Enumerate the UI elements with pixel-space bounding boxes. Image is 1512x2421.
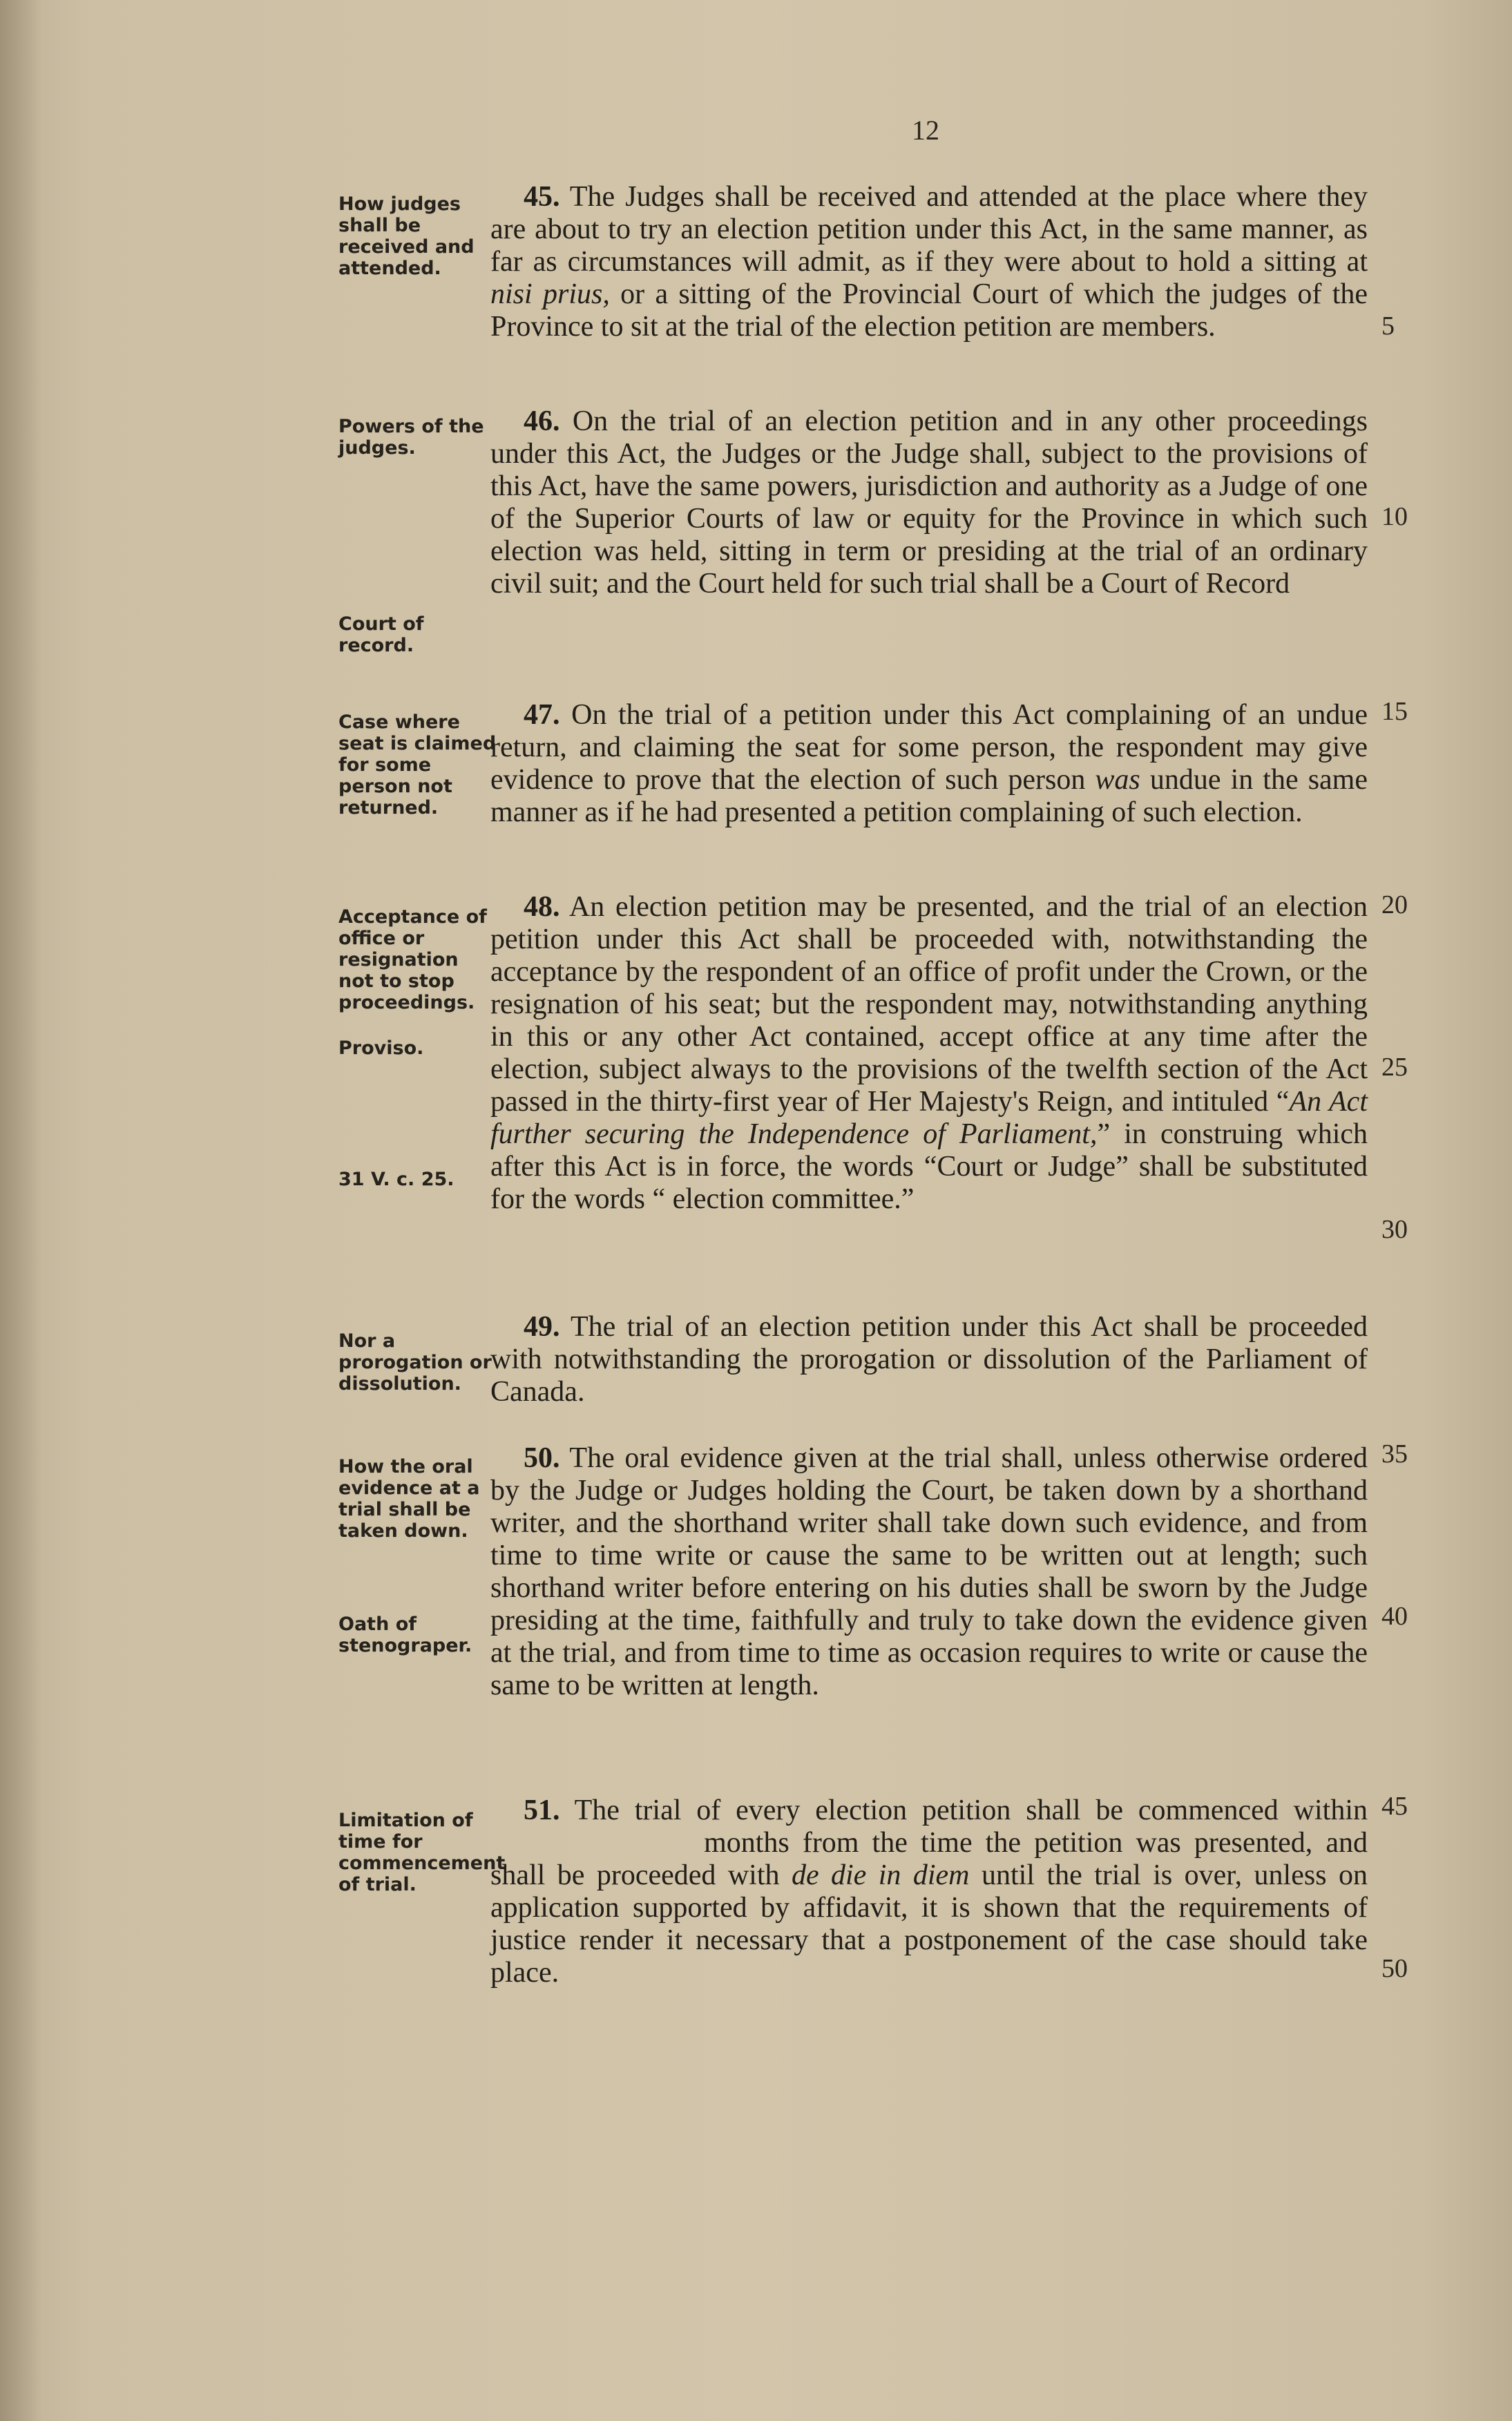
text-run: months from the time the petition was presented, and shall be proceeded with bbox=[490, 1827, 1368, 1891]
line-number: 20 bbox=[1381, 890, 1408, 919]
page-number: 12 bbox=[912, 115, 939, 146]
text-run: undue in the same manner as if he had presented a petition complaining of such election. bbox=[490, 764, 1368, 828]
side-note-48-proviso: Proviso. bbox=[338, 1037, 424, 1059]
line-number: 5 bbox=[1381, 312, 1395, 341]
side-note-50-oath: Oath of stenograper. bbox=[338, 1614, 472, 1656]
section-text bbox=[490, 1311, 1368, 1408]
section-text bbox=[490, 1442, 1368, 1702]
section-47 bbox=[490, 699, 1368, 829]
side-note-50: How the oral evidence at a trial shall be taken down. bbox=[338, 1456, 480, 1542]
section-number: 49. bbox=[524, 1311, 560, 1343]
section-text bbox=[490, 181, 1368, 343]
side-note-51: Limitation of time for commencement of trial. bbox=[338, 1810, 506, 1895]
side-note-45: How judges shall be received and attended. bbox=[338, 193, 475, 279]
section-number: 47. bbox=[524, 699, 560, 731]
section-number: 45. bbox=[524, 181, 560, 213]
line-number: 30 bbox=[1381, 1215, 1408, 1244]
side-note-49: Nor a prorogation or dissolution. bbox=[338, 1330, 492, 1395]
section-49 bbox=[490, 1311, 1368, 1408]
line-number: 10 bbox=[1381, 502, 1408, 531]
section-text bbox=[490, 405, 1368, 600]
text-run: The Judges shall be received and attended at the place where they are about to try an election petition under this Act, in the same manner, as far as circumstances will admit, as if they were about to hold a sitting at bbox=[490, 181, 1368, 278]
line-number: 50 bbox=[1381, 1954, 1408, 1983]
line-number: 45 bbox=[1381, 1792, 1408, 1821]
section-text bbox=[490, 699, 1368, 829]
line-number: 35 bbox=[1381, 1439, 1408, 1468]
text-run: until the trial is over, unless on application supported by affidavit, it is shown that the requirements of justice render it necessary that a postponement of the case should take place. bbox=[490, 1859, 1368, 1989]
italic-text: was bbox=[1095, 764, 1140, 796]
side-note-46-record: Court of record. bbox=[338, 613, 424, 656]
side-note-47: Case where seat is claimed for some person not returned. bbox=[338, 711, 497, 819]
italic-text: nisi prius, bbox=[490, 278, 610, 310]
section-text bbox=[490, 1795, 1368, 1989]
text-run: or a sitting of the Provincial Court of which the judges of the Province to sit at the trial of the election petition are members. bbox=[490, 278, 1368, 343]
section-51 bbox=[490, 1795, 1368, 1989]
line-number: 15 bbox=[1381, 697, 1408, 726]
section-50 bbox=[490, 1442, 1368, 1702]
text-run: The trial of every election petition shall be commenced within bbox=[559, 1795, 1368, 1826]
text-run: On the trial of an election petition and in any other proceedings under this Act, the Judges or the Judge shall, subject to the provisions of this Act, have the same powers, jurisdiction and authority as a Judge of one of the Superior Courts of law or equity for the Province in which such election was held, sitting in term or presiding at the trial of an ordinary civil suit; and the Court held for such trial shall be a Court of Record bbox=[490, 405, 1368, 600]
italic-text: de die in diem bbox=[791, 1859, 970, 1891]
line-number: 40 bbox=[1381, 1602, 1408, 1631]
section-number: 50. bbox=[524, 1442, 560, 1474]
section-number: 46. bbox=[524, 405, 560, 437]
section-text bbox=[490, 891, 1368, 1216]
text-run: ” in construing which after this Act is in force, the words “Court or Judge” shall be substituted for the words “ election committee.” bbox=[490, 1118, 1368, 1215]
section-45 bbox=[490, 181, 1368, 343]
section-46 bbox=[490, 405, 1368, 600]
section-number: 51. bbox=[524, 1795, 560, 1826]
text-run: The oral evidence given at the trial shall, unless otherwise ordered by the Judge or Judges holding the Court, be taken down by a shorthand writer, and the shorthand writer shall take down such evidence, and from time to time write or cause the same to be written out at length; such shorthand writer before entering on his duties shall be sworn by the Judge presiding at the time, faithfully and truly to take down the evidence given at the trial, and from time to time as occasion requires to write or cause the same to be written at length. bbox=[490, 1442, 1368, 1701]
text-run: An election petition may be presented, and the trial of an election petition under this Act shall be proceeded with, notwithstanding the acceptance by the respondent of an office of profit under the Crown, or the resignation of his seat; but the respondent may, notwithstanding anything in this or any other Act contained, accept office at any time after the election, subject always to the provisions of the twelfth section of the Act passed in the thirty-first year of Her Majesty's Reign, and intituled “ bbox=[490, 891, 1368, 1118]
section-number: 48. bbox=[524, 891, 560, 923]
text-run: The trial of an election petition under this Act shall be proceeded with notwithstanding the prorogation or dissolution of the Parliament of Canada. bbox=[490, 1311, 1368, 1408]
line-number: 25 bbox=[1381, 1053, 1408, 1082]
italic-text: An Act further securing the Independence of Parliament, bbox=[490, 1086, 1368, 1150]
side-note-46: Powers of the judges. bbox=[338, 416, 484, 459]
side-note-48-statute: 31 V. c. 25. bbox=[338, 1169, 454, 1190]
section-48 bbox=[490, 891, 1368, 1216]
text-run: On the trial of a petition under this Act complaining of an undue return, and claiming the seat for some person, the respondent may give evidence to prove that the election of such person bbox=[490, 699, 1368, 796]
side-note-48: Acceptance of office or resignation not to stop proceedings. bbox=[338, 906, 487, 1013]
page-binding-shadow bbox=[0, 0, 41, 2421]
